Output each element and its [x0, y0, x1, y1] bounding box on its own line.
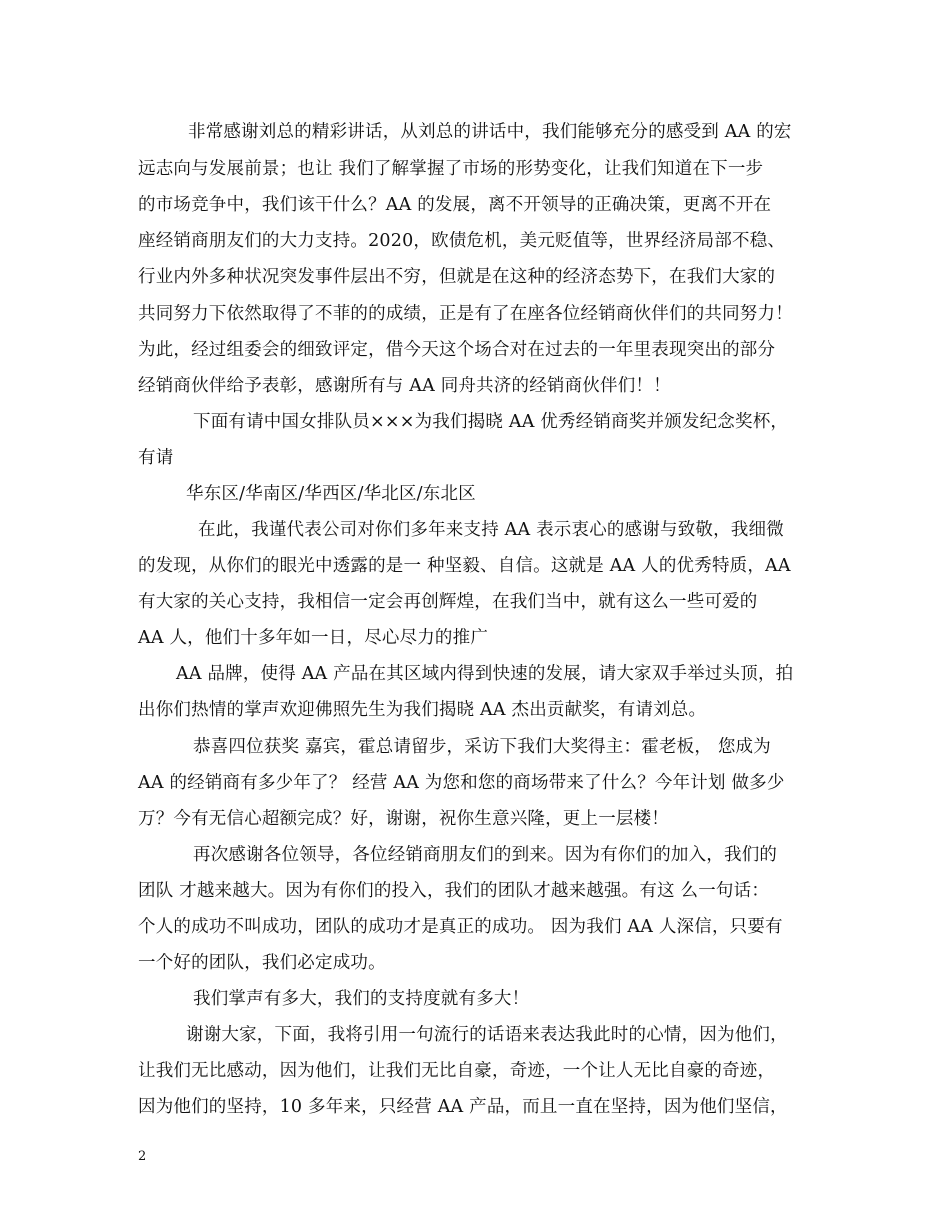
text-line: 一个好的团队，我们必定成功。 — [138, 953, 386, 973]
text-line: 非常感谢刘总的精彩讲话，从刘总的讲话中，我们能够充分的感受到 AA 的宏 — [188, 122, 792, 142]
text-line: 有请 — [138, 448, 174, 468]
text-line: 出你们热情的掌声欢迎佛照先生为我们揭晓 AA 杰出贡献奖，有请刘总。 — [138, 700, 707, 720]
text-line: 的市场竞争中，我们该干什么？AA 的发展，离不开领导的正确决策，更离不开在 — [138, 195, 772, 215]
text-line: AA 品牌，使得 AA 产品在其区域内得到快速的发展，请大家双手举过头顶，拍 — [176, 664, 794, 684]
region-list: 华东区/华南区/华西区/华北区/东北区 — [186, 484, 476, 504]
text-line: AA 人，他们十多年如一日，尽心尽力的推广 — [138, 628, 489, 648]
text-line: 为此，经过组委会的细致评定，借今天这个场合对在过去的一年里表现突出的部分 — [138, 340, 776, 360]
text-line: 谢谢大家，下面，我将引用一句流行的话语来表达我此时的心情，因为他们， — [186, 1025, 788, 1045]
text-line: 万？今有无信心超额完成？好，谢谢，祝你生意兴隆，更上一层楼！ — [138, 809, 669, 829]
text-line: 行业内外多种状况突发事件层出不穷，但就是在这种的经济态势下，在我们大家的 — [138, 267, 776, 287]
text-line: 因为他们的坚持，10 多年来，只经营 AA 产品，而且一直在坚持，因为他们坚信， — [138, 1097, 788, 1117]
page-number: 2 — [138, 1149, 147, 1164]
text-line: 远志向与发展前景；也让 我们了解掌握了市场的形势变化，让我们知道在下一步 — [138, 159, 764, 179]
text-line: 的发现，从你们的眼光中透露的是一 种坚毅、自信。这就是 AA 人的优秀特质，AA — [138, 556, 791, 576]
text-line: 经销商伙伴给予表彰，感谢所有与 AA 同舟共济的经销商伙伴们！！ — [138, 376, 671, 396]
text-line: AA 的经销商有多少年了？ 经营 AA 为您和您的商场带来了什么？今年计划 做多少 — [138, 773, 785, 793]
text-line: 再次感谢各位领导，各位经销商朋友们的到来。因为有你们的加入，我们的 — [193, 845, 778, 865]
text-line: 个人的成功不叫成功，团队的成功才是真正的成功。 因为我们 AA 人深信，只要有 — [138, 917, 783, 937]
text-line: 下面有请中国女排队员×××为我们揭晓 AA 优秀经销商奖并颁发纪念奖杯， — [193, 412, 789, 432]
text-line: 团队 才越来越大。因为有你们的投入，我们的团队才越来越强。有这 么一句话： — [138, 881, 770, 901]
text-line: 座经销商朋友们的大力支持。2020，欧债危机，美元贬值等，世界经济局部不稳、 — [138, 231, 786, 251]
text-line: 恭喜四位获奖 嘉宾，霍总请留步，采访下我们大奖得主：霍老板， 您成为 — [193, 737, 771, 757]
text-line: 有大家的关心支持，我相信一定会再创辉煌，在我们当中，就有这么一些可爱的 — [138, 592, 758, 612]
text-line: 在此，我谨代表公司对你们多年来支持 AA 表示衷心的感谢与致敬，我细微 — [198, 520, 784, 540]
text-line: 共同努力下依然取得了不菲的的成绩，正是有了在座各位经销商伙伴们的共同努力！ — [138, 304, 793, 324]
text-line: 让我们无比感动，因为他们，让我们无比自豪，奇迹，一个让人无比自豪的奇迹， — [138, 1061, 776, 1081]
text-line: 我们掌声有多大，我们的支持度就有多大！ — [193, 989, 530, 1009]
